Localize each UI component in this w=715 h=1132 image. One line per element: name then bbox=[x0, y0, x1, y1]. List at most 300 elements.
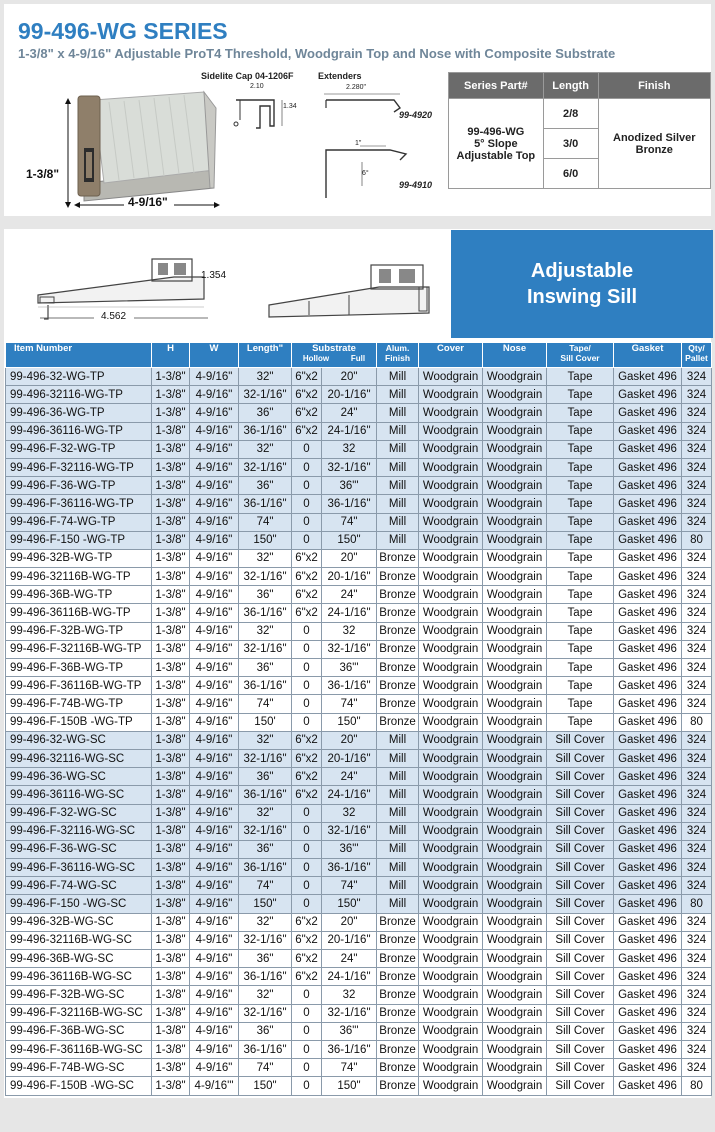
cell-nose: Woodgrain bbox=[483, 477, 547, 495]
cell-item-number: 99-496-F-32B-WG-SC bbox=[6, 986, 152, 1004]
cell-qty-pallet: 324 bbox=[682, 1022, 712, 1040]
cell-item-number: 99-496-F-36116-WG-TP bbox=[6, 495, 152, 513]
cell-qty-pallet: 324 bbox=[682, 986, 712, 1004]
cell-qty-pallet: 324 bbox=[682, 695, 712, 713]
cell-h: 1-3/8" bbox=[152, 786, 190, 804]
cell-length: 32" bbox=[239, 622, 292, 640]
cell-cover: Woodgrain bbox=[419, 877, 483, 895]
cell-gasket: Gasket 496 bbox=[614, 1040, 682, 1058]
cell-item-number: 99-496-F-32116-WG-SC bbox=[6, 822, 152, 840]
cell-hollow: 0 bbox=[292, 822, 322, 840]
cell-nose: Woodgrain bbox=[483, 458, 547, 476]
cell-h: 1-3/8" bbox=[152, 731, 190, 749]
cell-w: 4-9/16" bbox=[190, 458, 239, 476]
cell-full: 150" bbox=[322, 713, 377, 731]
cell-qty-pallet: 80 bbox=[682, 713, 712, 731]
table-row bbox=[6, 768, 712, 786]
cell-nose: Woodgrain bbox=[483, 640, 547, 658]
extenders-label: Extenders bbox=[318, 71, 362, 81]
cell-qty-pallet: 324 bbox=[682, 477, 712, 495]
spec-length-cell: 3/0 bbox=[543, 129, 598, 159]
spec-part-line: Adjustable Top bbox=[456, 149, 536, 162]
cell-cover: Woodgrain bbox=[419, 749, 483, 767]
cell-h: 1-3/8" bbox=[152, 477, 190, 495]
cell-length: 36" bbox=[239, 586, 292, 604]
cell-length: 36" bbox=[239, 477, 292, 495]
page-subtitle: 1-3/8" x 4-9/16" Adjustable ProT4 Threshold, Woodgrain Top and Nose with Composite Substrate bbox=[18, 46, 616, 61]
cell-qty-pallet: 324 bbox=[682, 404, 712, 422]
cell-h: 1-3/8" bbox=[152, 931, 190, 949]
cell-nose: Woodgrain bbox=[483, 986, 547, 1004]
spec-header-finish: Finish bbox=[598, 73, 710, 99]
cell-w: 4-9/16" bbox=[190, 404, 239, 422]
table-row bbox=[6, 822, 712, 840]
cell-w: 4-9/16" bbox=[190, 913, 239, 931]
cell-length: 74" bbox=[239, 877, 292, 895]
cell-h: 1-3/8" bbox=[152, 713, 190, 731]
cell-h: 1-3/8" bbox=[152, 458, 190, 476]
cell-gasket: Gasket 496 bbox=[614, 586, 682, 604]
cell-w: 4-9/16" bbox=[190, 950, 239, 968]
cell-gasket: Gasket 496 bbox=[614, 386, 682, 404]
cell-length: 32-1/16" bbox=[239, 749, 292, 767]
cell-cover: Woodgrain bbox=[419, 786, 483, 804]
cell-gasket: Gasket 496 bbox=[614, 404, 682, 422]
table-row bbox=[6, 804, 712, 822]
cell-h: 1-3/8" bbox=[152, 913, 190, 931]
cell-full: 20-1/16" bbox=[322, 386, 377, 404]
item-table bbox=[5, 342, 712, 1096]
table-header-row bbox=[6, 343, 712, 368]
cell-w: 4-9/16" bbox=[190, 877, 239, 895]
cell-qty-pallet: 324 bbox=[682, 968, 712, 986]
cell-hollow: 0 bbox=[292, 640, 322, 658]
cell-qty-pallet: 324 bbox=[682, 804, 712, 822]
cell-alum-finish: Mill bbox=[377, 749, 419, 767]
cell-item-number: 99-496-F-150B -WG-TP bbox=[6, 713, 152, 731]
cell-length: 150' bbox=[239, 713, 292, 731]
col-header-w: W bbox=[190, 343, 239, 368]
width-dimension-label: 4-9/16" bbox=[128, 195, 168, 209]
cell-nose: Woodgrain bbox=[483, 877, 547, 895]
cell-w: 4-9/16" bbox=[190, 422, 239, 440]
cell-full: 24" bbox=[322, 768, 377, 786]
cell-full: 150" bbox=[322, 1077, 377, 1095]
cell-h: 1-3/8" bbox=[152, 386, 190, 404]
cell-qty-pallet: 324 bbox=[682, 659, 712, 677]
sidelite-cap-label: Sidelite Cap 04-1206F bbox=[201, 71, 294, 81]
cell-gasket: Gasket 496 bbox=[614, 1077, 682, 1095]
sill-title-line1: Adjustable bbox=[530, 260, 634, 282]
cell-item-number: 99-496-F-36116B-WG-SC bbox=[6, 1040, 152, 1058]
series-spec-table bbox=[448, 72, 711, 189]
table-row bbox=[6, 786, 712, 804]
cell-alum-finish: Mill bbox=[377, 786, 419, 804]
cell-tape-sill-cover: Tape bbox=[547, 531, 614, 549]
cell-alum-finish: Bronze bbox=[377, 1077, 419, 1095]
height-dimension-label: 1-3/8" bbox=[26, 167, 60, 181]
cell-tape-sill-cover: Sill Cover bbox=[547, 804, 614, 822]
cell-length: 32" bbox=[239, 804, 292, 822]
cell-hollow: 0 bbox=[292, 695, 322, 713]
cell-gasket: Gasket 496 bbox=[614, 513, 682, 531]
cell-nose: Woodgrain bbox=[483, 386, 547, 404]
cell-nose: Woodgrain bbox=[483, 495, 547, 513]
cell-gasket: Gasket 496 bbox=[614, 749, 682, 767]
cell-alum-finish: Mill bbox=[377, 877, 419, 895]
table-row bbox=[6, 568, 712, 586]
cell-full: 24-1/16" bbox=[322, 786, 377, 804]
cell-cover: Woodgrain bbox=[419, 440, 483, 458]
cell-qty-pallet: 324 bbox=[682, 513, 712, 531]
cell-cover: Woodgrain bbox=[419, 1004, 483, 1022]
cell-alum-finish: Bronze bbox=[377, 713, 419, 731]
cell-gasket: Gasket 496 bbox=[614, 1059, 682, 1077]
cell-w: 4-9/16" bbox=[190, 586, 239, 604]
table-row bbox=[6, 531, 712, 549]
cell-full: 32-1/16" bbox=[322, 640, 377, 658]
cell-length: 32" bbox=[239, 986, 292, 1004]
cell-nose: Woodgrain bbox=[483, 786, 547, 804]
cell-item-number: 99-496-36116-WG-TP bbox=[6, 422, 152, 440]
cell-cover: Woodgrain bbox=[419, 586, 483, 604]
cell-gasket: Gasket 496 bbox=[614, 713, 682, 731]
cell-hollow: 0 bbox=[292, 440, 322, 458]
cell-alum-finish: Bronze bbox=[377, 968, 419, 986]
cell-qty-pallet: 324 bbox=[682, 1004, 712, 1022]
table-row bbox=[6, 368, 712, 386]
cell-alum-finish: Mill bbox=[377, 895, 419, 913]
cell-alum-finish: Bronze bbox=[377, 640, 419, 658]
cell-tape-sill-cover: Tape bbox=[547, 440, 614, 458]
table-row bbox=[6, 713, 712, 731]
cell-h: 1-3/8" bbox=[152, 659, 190, 677]
cell-cover: Woodgrain bbox=[419, 968, 483, 986]
cell-gasket: Gasket 496 bbox=[614, 877, 682, 895]
cell-nose: Woodgrain bbox=[483, 1077, 547, 1095]
cell-nose: Woodgrain bbox=[483, 822, 547, 840]
cell-item-number: 99-496-F-150 -WG-SC bbox=[6, 895, 152, 913]
cell-length: 36" bbox=[239, 1022, 292, 1040]
cell-w: 4-9/16" bbox=[190, 822, 239, 840]
cell-cover: Woodgrain bbox=[419, 495, 483, 513]
cell-qty-pallet: 324 bbox=[682, 768, 712, 786]
cell-hollow: 6"x2 bbox=[292, 913, 322, 931]
cell-tape-sill-cover: Sill Cover bbox=[547, 1059, 614, 1077]
cell-length: 32-1/16" bbox=[239, 931, 292, 949]
cell-h: 1-3/8" bbox=[152, 968, 190, 986]
cell-length: 36" bbox=[239, 840, 292, 858]
extender-1-drawing bbox=[320, 90, 410, 130]
cell-tape-sill-cover: Tape bbox=[547, 713, 614, 731]
cell-qty-pallet: 324 bbox=[682, 622, 712, 640]
item-table-body bbox=[6, 368, 712, 1096]
cell-tape-sill-cover: Sill Cover bbox=[547, 859, 614, 877]
cell-hollow: 0 bbox=[292, 659, 322, 677]
cell-item-number: 99-496-F-32116B-WG-SC bbox=[6, 1004, 152, 1022]
cell-full: 20" bbox=[322, 913, 377, 931]
cell-w: 4-9/16" bbox=[190, 804, 239, 822]
cell-hollow: 0 bbox=[292, 1040, 322, 1058]
cell-alum-finish: Mill bbox=[377, 513, 419, 531]
cell-h: 1-3/8" bbox=[152, 440, 190, 458]
cell-w: 4-9/16" bbox=[190, 986, 239, 1004]
cell-hollow: 0 bbox=[292, 986, 322, 1004]
cell-w: 4-9/16" bbox=[190, 1059, 239, 1077]
cell-gasket: Gasket 496 bbox=[614, 531, 682, 549]
cell-cover: Woodgrain bbox=[419, 677, 483, 695]
cell-hollow: 6"x2 bbox=[292, 422, 322, 440]
spec-finish-line: Bronze bbox=[635, 143, 673, 156]
cap-width-label: 2.10 bbox=[250, 83, 264, 90]
cell-length: 36-1/16" bbox=[239, 968, 292, 986]
cell-full: 20-1/16" bbox=[322, 749, 377, 767]
cell-length: 36" bbox=[239, 950, 292, 968]
cell-h: 1-3/8" bbox=[152, 840, 190, 858]
cell-nose: Woodgrain bbox=[483, 604, 547, 622]
cell-item-number: 99-496-32B-WG-SC bbox=[6, 913, 152, 931]
cell-w: 4-9/16" bbox=[190, 640, 239, 658]
cell-hollow: 6"x2 bbox=[292, 404, 322, 422]
page-title: 99-496-WG SERIES bbox=[18, 18, 228, 44]
col-header-substrate bbox=[292, 343, 377, 368]
cell-tape-sill-cover: Tape bbox=[547, 640, 614, 658]
cell-nose: Woodgrain bbox=[483, 659, 547, 677]
cell-cover: Woodgrain bbox=[419, 477, 483, 495]
cell-length: 32" bbox=[239, 913, 292, 931]
spec-part-cell bbox=[449, 99, 544, 189]
cell-h: 1-3/8" bbox=[152, 859, 190, 877]
cell-h: 1-3/8" bbox=[152, 549, 190, 567]
spec-length-cell: 6/0 bbox=[543, 159, 598, 189]
cell-item-number: 99-496-32116B-WG-TP bbox=[6, 568, 152, 586]
cell-length: 32" bbox=[239, 731, 292, 749]
table-row bbox=[6, 913, 712, 931]
spec-finish-line: Anodized Silver bbox=[613, 131, 696, 144]
cell-hollow: 0 bbox=[292, 804, 322, 822]
cell-item-number: 99-496-F-36-WG-TP bbox=[6, 477, 152, 495]
cell-qty-pallet: 324 bbox=[682, 840, 712, 858]
cell-qty-pallet: 324 bbox=[682, 440, 712, 458]
cell-length: 32-1/16" bbox=[239, 1004, 292, 1022]
cell-tape-sill-cover: Tape bbox=[547, 404, 614, 422]
cell-item-number: 99-496-F-150 -WG-TP bbox=[6, 531, 152, 549]
cell-gasket: Gasket 496 bbox=[614, 986, 682, 1004]
cell-w: 4-9/16" bbox=[190, 549, 239, 567]
col-header-gasket: Gasket bbox=[614, 343, 682, 368]
cell-gasket: Gasket 496 bbox=[614, 422, 682, 440]
cell-gasket: Gasket 496 bbox=[614, 968, 682, 986]
cell-item-number: 99-496-F-74B-WG-TP bbox=[6, 695, 152, 713]
cell-hollow: 0 bbox=[292, 713, 322, 731]
table-row bbox=[6, 440, 712, 458]
cell-hollow: 0 bbox=[292, 1077, 322, 1095]
table-row bbox=[6, 840, 712, 858]
col-header-qty bbox=[682, 343, 712, 368]
cell-tape-sill-cover: Tape bbox=[547, 586, 614, 604]
cell-nose: Woodgrain bbox=[483, 931, 547, 949]
cell-nose: Woodgrain bbox=[483, 513, 547, 531]
cell-qty-pallet: 324 bbox=[682, 386, 712, 404]
cell-item-number: 99-496-F-36B-WG-SC bbox=[6, 1022, 152, 1040]
spec-header-length: Length bbox=[543, 73, 598, 99]
sill-title-box bbox=[451, 230, 713, 338]
table-row bbox=[6, 604, 712, 622]
cell-length: 150" bbox=[239, 895, 292, 913]
cell-w: 4-9/16" bbox=[190, 659, 239, 677]
cell-full: 36-1/16" bbox=[322, 677, 377, 695]
cell-w: 4-9/16" bbox=[190, 968, 239, 986]
cell-h: 1-3/8" bbox=[152, 1022, 190, 1040]
cell-w: 4-9/16" bbox=[190, 895, 239, 913]
cell-full: 74" bbox=[322, 695, 377, 713]
cell-h: 1-3/8" bbox=[152, 604, 190, 622]
cell-w: 4-9/16" bbox=[190, 859, 239, 877]
cell-tape-sill-cover: Sill Cover bbox=[547, 931, 614, 949]
cell-alum-finish: Mill bbox=[377, 440, 419, 458]
cell-length: 36-1/16" bbox=[239, 859, 292, 877]
cell-item-number: 99-496-36116B-WG-SC bbox=[6, 968, 152, 986]
sill-width-dimension-line bbox=[38, 313, 210, 323]
cell-w: 4-9/16" bbox=[190, 386, 239, 404]
col-header-qty-line1: Qty/ bbox=[688, 343, 705, 353]
cell-full: 24-1/16" bbox=[322, 422, 377, 440]
col-header-tape-line1: Tape/ bbox=[569, 343, 591, 353]
cell-tape-sill-cover: Tape bbox=[547, 495, 614, 513]
cell-hollow: 6"x2 bbox=[292, 586, 322, 604]
cell-qty-pallet: 324 bbox=[682, 859, 712, 877]
cell-nose: Woodgrain bbox=[483, 677, 547, 695]
cell-w: 4-9/16" bbox=[190, 531, 239, 549]
cell-h: 1-3/8" bbox=[152, 1004, 190, 1022]
cell-tape-sill-cover: Sill Cover bbox=[547, 840, 614, 858]
cell-hollow: 6"x2 bbox=[292, 749, 322, 767]
cell-h: 1-3/8" bbox=[152, 749, 190, 767]
cell-cover: Woodgrain bbox=[419, 549, 483, 567]
cell-alum-finish: Bronze bbox=[377, 1040, 419, 1058]
cell-gasket: Gasket 496 bbox=[614, 477, 682, 495]
table-row bbox=[6, 859, 712, 877]
cell-h: 1-3/8" bbox=[152, 768, 190, 786]
cell-qty-pallet: 80 bbox=[682, 531, 712, 549]
cell-cover: Woodgrain bbox=[419, 640, 483, 658]
cell-qty-pallet: 324 bbox=[682, 586, 712, 604]
cell-item-number: 99-496-F-32B-WG-TP bbox=[6, 622, 152, 640]
cell-nose: Woodgrain bbox=[483, 859, 547, 877]
cell-qty-pallet: 324 bbox=[682, 422, 712, 440]
cell-w: 4-9/16" bbox=[190, 713, 239, 731]
cell-length: 36" bbox=[239, 659, 292, 677]
cell-cover: Woodgrain bbox=[419, 422, 483, 440]
cell-alum-finish: Bronze bbox=[377, 586, 419, 604]
table-row bbox=[6, 659, 712, 677]
cell-item-number: 99-496-F-150B -WG-SC bbox=[6, 1077, 152, 1095]
cell-qty-pallet: 324 bbox=[682, 877, 712, 895]
cell-gasket: Gasket 496 bbox=[614, 950, 682, 968]
cell-tape-sill-cover: Sill Cover bbox=[547, 877, 614, 895]
cell-item-number: 99-496-F-74B-WG-SC bbox=[6, 1059, 152, 1077]
cell-hollow: 0 bbox=[292, 895, 322, 913]
cell-cover: Woodgrain bbox=[419, 659, 483, 677]
spec-part-line: 99-496-WG bbox=[467, 125, 525, 138]
cell-full: 32 bbox=[322, 440, 377, 458]
product-header-panel bbox=[4, 4, 711, 216]
cell-item-number: 99-496-32-WG-SC bbox=[6, 731, 152, 749]
cell-tape-sill-cover: Sill Cover bbox=[547, 1077, 614, 1095]
cell-full: 24-1/16" bbox=[322, 604, 377, 622]
cell-qty-pallet: 324 bbox=[682, 458, 712, 476]
cell-cover: Woodgrain bbox=[419, 950, 483, 968]
cell-full: 32-1/16" bbox=[322, 822, 377, 840]
cell-qty-pallet: 324 bbox=[682, 604, 712, 622]
cell-tape-sill-cover: Tape bbox=[547, 422, 614, 440]
cell-alum-finish: Mill bbox=[377, 531, 419, 549]
cell-tape-sill-cover: Sill Cover bbox=[547, 968, 614, 986]
cell-hollow: 6"x2 bbox=[292, 931, 322, 949]
cell-nose: Woodgrain bbox=[483, 950, 547, 968]
cell-length: 36" bbox=[239, 404, 292, 422]
cell-tape-sill-cover: Tape bbox=[547, 549, 614, 567]
cell-item-number: 99-496-36-WG-SC bbox=[6, 768, 152, 786]
height-dimension-line bbox=[62, 98, 74, 208]
cell-hollow: 6"x2 bbox=[292, 968, 322, 986]
cell-item-number: 99-496-36-WG-TP bbox=[6, 404, 152, 422]
cell-cover: Woodgrain bbox=[419, 768, 483, 786]
cell-item-number: 99-496-32116-WG-TP bbox=[6, 386, 152, 404]
cell-nose: Woodgrain bbox=[483, 804, 547, 822]
cell-hollow: 6"x2 bbox=[292, 731, 322, 749]
cell-gasket: Gasket 496 bbox=[614, 368, 682, 386]
cell-item-number: 99-496-F-32116-WG-TP bbox=[6, 458, 152, 476]
cell-tape-sill-cover: Tape bbox=[547, 458, 614, 476]
cell-full: 20" bbox=[322, 368, 377, 386]
cell-h: 1-3/8" bbox=[152, 677, 190, 695]
cell-length: 36" bbox=[239, 768, 292, 786]
cell-qty-pallet: 324 bbox=[682, 568, 712, 586]
cell-item-number: 99-496-36116-WG-SC bbox=[6, 786, 152, 804]
cell-alum-finish: Bronze bbox=[377, 604, 419, 622]
col-header-alum: Alum. bbox=[385, 343, 410, 353]
cell-full: 32 bbox=[322, 622, 377, 640]
cell-hollow: 6"x2 bbox=[292, 604, 322, 622]
cell-cover: Woodgrain bbox=[419, 531, 483, 549]
cell-length: 32-1/16" bbox=[239, 568, 292, 586]
cell-tape-sill-cover: Tape bbox=[547, 477, 614, 495]
table-row bbox=[6, 895, 712, 913]
spec-finish-cell bbox=[598, 99, 710, 189]
cell-cover: Woodgrain bbox=[419, 513, 483, 531]
cell-hollow: 0 bbox=[292, 622, 322, 640]
cell-hollow: 0 bbox=[292, 1022, 322, 1040]
cell-gasket: Gasket 496 bbox=[614, 1022, 682, 1040]
cell-qty-pallet: 80 bbox=[682, 1077, 712, 1095]
cell-alum-finish: Mill bbox=[377, 386, 419, 404]
cell-h: 1-3/8" bbox=[152, 822, 190, 840]
table-row bbox=[6, 677, 712, 695]
cell-w: 4-9/16" bbox=[190, 840, 239, 858]
cell-w: 4-9/16" bbox=[190, 695, 239, 713]
cell-nose: Woodgrain bbox=[483, 913, 547, 931]
substrate-subheaders bbox=[292, 354, 376, 364]
cell-cover: Woodgrain bbox=[419, 931, 483, 949]
col-header-tape-line2: Sill Cover bbox=[560, 353, 600, 363]
cell-gasket: Gasket 496 bbox=[614, 859, 682, 877]
cell-item-number: 99-496-F-32-WG-SC bbox=[6, 804, 152, 822]
cell-length: 32-1/16" bbox=[239, 386, 292, 404]
cell-length: 32" bbox=[239, 440, 292, 458]
table-row bbox=[6, 477, 712, 495]
cell-tape-sill-cover: Tape bbox=[547, 368, 614, 386]
